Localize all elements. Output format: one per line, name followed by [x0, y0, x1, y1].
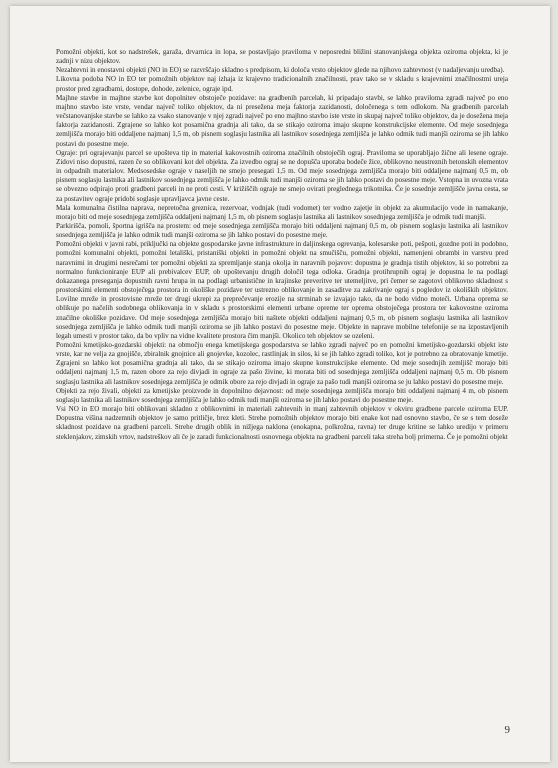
paragraph-parking-sports: Parkirišča, pomoli, športna igrišča na prostem: od meje sosednjega zemljišča morajo biti oddaljeni najmanj 0,5 m, ob pisnem soglasju lastnika ali lastnikov sosednjega zemljišča je lahko odmik tudi manjši oziroma se jih lahko postavi do posestne meje. — [56, 221, 508, 240]
paragraph-ancillary-buildings: Pomožni objekti, kot so nadstrešek, garaža, drvarnica in lopa, se postavljajo praviloma v neposredni bližini stanovanjskega objekta oziroma objekta, ki je zadnji v nizu objektov. — [56, 48, 508, 66]
paragraph-agricultural-objects: Pomožni kmetijsko-gozdarski objekti: na območju enega kmetijskega gospodarstva se lahko zgradi največ po en pomožni kmetijsko-gozdarski objekt iste vrste, kar ne velja za gnojišče, zbiralnik gnojnice ali gnojevke, kozolec, rastlinjak in silos, ki se jih lahko zgradi toliko, kot je potrebno za obratovanje kmetije. Zgrajeni so lahko kot posamična gradnja ali tako, da se stikajo oziroma imajo skupne konstrukcijske elemente. Od meje sosednjih zemljišč morajo biti oddaljeni najmanj 1,5 m, razen obore za rejo divjadi in ograje za pašo živine, ki morata biti od sosednjega zemljišča oddaljeni najmanj 0,5 m. Ob pisnem soglasju lastnika ali lastnikov sosednjega zemljišča je odmik obore za rejo divjadi in ograje za pašo tudi manjši oziroma se ju lahko postavi do posestne meje. — [56, 341, 508, 386]
paragraph-animal-breeding: Objekti za rejo živali, objekti za kmetijske proizvode in dopolnilno dejavnost: od meje sosednjega zemljišča morajo biti oddaljeni najmanj 4 m, ob pisnem soglasju lastnika ali lastnikov sosednjega zemljišča je lahko odmik tudi manjši oziroma se jih lahko postavi do posestne meje. — [56, 386, 508, 404]
page-number: 9 — [504, 724, 510, 736]
paragraph-water-facilities: Mala komunalna čistilna naprava, nepretočna greznica, rezervoar, vodnjak (tudi vodomet) ter vodno zajetje in objekt za akumulacijo vode in namakanje, morajo biti od meje sosednjega zemljišča oddaljeni najmanj 1,5 m, ob pisnem soglasju lastnika ali lastnikov sosednjega zemljišča je odmik tudi manjši. — [56, 203, 508, 221]
paragraph-design-rules: Vsi NO in EO morajo biti oblikovani skladno z oblikovnimi in materiali zahtevnih in manj zahtevnih objektov v okviru gradbene parcele oziroma EUP. Dopustna višina nadzemnih objektov je samo pritličje, brez kleti. Strehe pomožnih objektov morajo biti enake kot nad osnovno stavbo, če se s tem doseže skladnost pozidave na gradbeni parceli. Strehe drugih oblik in nižjega naklona (enokapna, polkrožna, ravna) ter druge kritine se lahko uredijo v primeru steklenjakov, zimskih vrtov, nadstreškov ali če je zaradi funkcionalnosti osnovnega objekta na gradbeni parceli taka streha bolj primerna. Če je pomožni objekt — [56, 405, 508, 441]
paragraph-public-use-objects: Pomožni objekti v javni rabi, priključki na objekte gospodarske javne infrastrukture in daljinskega ogrevanja, kolesarske poti, pešpoti, gozdne poti in podobno, pomožni komunalni objekti, pomožni letališki, pristaniški objekti in pomožni objekt na smučišču, pomožni objekti, namenjeni obrambi in varstvu pred naravnimi in drugimi nesrečami ter pomožni objekti za spremljanje stanja okolja in naravnih pojavov: dopustna je gradnja tistih objektov, ki so potrebni za normalno funkcioniranje EUP ali prebivalcev EUP, ob upoštevanju drugih določil tega odloka. Gradnja protihrupnih ograj je dopustna le na podlagi dokazanega preseganja dopustnih ravni hrupa in na podlagi urbanistične in krajinske preveritve ter utemeljitve, pri čemer se zagotovi oblikovno skladnost s prostorskimi elementi obstoječega prostora in okoliške pozidave ter ustrezno oblikovanje in zasaditve za zakrivanje ograj s pogledov iz okoliških objektov. Lovilne mreže in prostovisne mreže ter drugi ukrepi za preprečevanje erozije na strminah se izvajajo tako, da ne bodo vidno moteči. Urbana oprema se oblikuje po načelih sodobnega oblikovanja in v skladu s prostorskimi elementi urbane opreme ter oprema obstoječega prostora ter kakovostne oziroma značilne okoliške pozidave. Od meje sosednjega zemljišča morajo biti naštete objekti oddaljeni najmanj 0,5 m, ob pisnem soglasju lastnika ali lastnikov sosednjega zemljišča je lahko odmik tudi manjši oziroma se jih lahko postavi do posestne meje. Objekte in naprave mobilne telefonije se na izpostavljenih legah umesti v prostor tako, da bo vpliv na vidne kvalitete prostora čim manjši. Okolico teh objektov se ozeleni. — [56, 240, 508, 340]
paragraph-visual-design: Likovna podoba NO in EO ter pomožnih objektov naj izhaja iz krajevno tradicionalnih značilnosti, prav tako se v skladu s krajevnimi značilnostmi ureja prostor pred zgradbami, dostope, dohode, zelenice, ograje ipd. — [56, 75, 508, 93]
document-body — [56, 48, 508, 442]
paragraph-classification: Nezahtevni in enostavni objekti (NO in EO) se razvrščajo skladno s predpisom, ki določa vrsto objektov glede na njihovo zahtevnost (v nadaljevanju uredba). — [56, 66, 505, 75]
document-page — [10, 6, 550, 762]
paragraph-fences: Ograje: pri ograjevanju parcel se upošteva tip in material kakovostnih oziroma značilnih obstoječih ograj. Praviloma se uporabljajo žične ali lesene ograje. Zidovi niso dopustni, razen če so oblikovani kot del objekta. Za izvedbo ograj se ne dopušča uporaba bodeče žice, oblikovno neustreznih betonskih elementov in odpadnih materialov. Medsosedske ograje v naseljih ne smejo presegati 1,5 m. Od meje sosednjega zemljišča morajo biti oddaljene najmanj 0,5 m, ob pisnem soglasju lastnika ali lastnikov sosednjega zemljišča je lahko odmik tudi manjši oziroma se jih lahko postavi do posestne meje. Vstopna in uvozna vrata se obvezno odpirajo proti gradbeni parceli in ne proti cesti. V križiščih ograje ne smejo ovirati preglednega trikotnika. Če je sosednje zemljišče javna cesta, se za postavitev ograje pridobi soglasje upravljavca javne ceste. — [56, 148, 508, 203]
paragraph-small-buildings: Majhne stavbe in majhne stavbe kot dopolnitev obstoječe pozidave: na gradbenih parcelah, ki pripadajo stavbi, se lahko praviloma zgradi največ po eno majhno stavbo iste vrste, vendar največ toliko objektov, da ni presežena meja faktorja zazidanosti, določenega s tem odlokom. Na gradbenih parcelah večstanovanjske stavbe se lahko za vsako stanovanje v njej zgradi največ po eno majhno stavbo iste vrste in skupaj največ toliko objektov, da je dosežena meja faktorja zazidanosti. Zgrajene so lahko kot posamična gradnja ali tako, da se stikajo oziroma imajo skupne konstrukcijske elemente. Od meje sosednjega zemljišča morajo biti oddaljene najmanj 1,5 m, ob pisnem soglasju lastnika ali lastnikov sosednjega zemljišča je lahko odmik tudi manjši oziroma se jih lahko postavi do posestne meje. — [56, 93, 508, 148]
